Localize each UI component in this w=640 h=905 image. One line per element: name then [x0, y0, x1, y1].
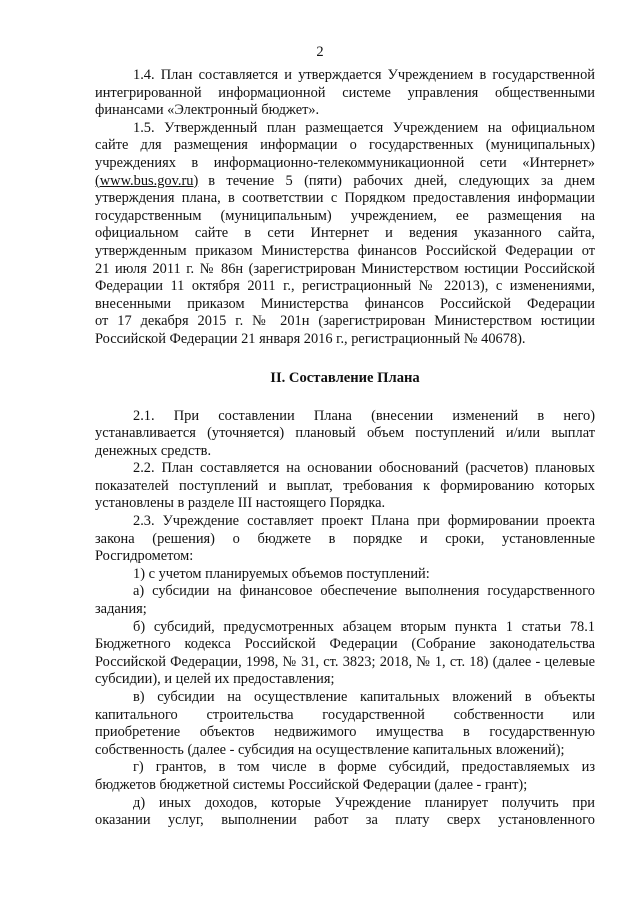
text-line: 2.1. При составлении Плана (внесении изменений в него) — [133, 407, 595, 424]
text-line: приобретение объектов недвижимого имущества в государственную — [95, 724, 595, 741]
bus-gov-link[interactable]: (www.bus.gov.ru) — [95, 172, 199, 189]
text-line: д) иных доходов, которые Учреждение планирует получить при — [133, 794, 595, 811]
list-item-g — [95, 759, 595, 794]
spacer — [95, 349, 595, 369]
text-line: интегрированной информационной системе управления общественными — [95, 84, 595, 101]
text-line: а) субсидии на финансовое обеспечение выполнения государственного — [133, 583, 595, 600]
paragraph-2-3 — [95, 513, 595, 566]
text-line: официальном сайте в сети Интернет и ведения указанного сайта, — [95, 225, 595, 242]
paragraph-1-5 — [95, 120, 595, 349]
paragraph-1-4 — [95, 67, 595, 120]
text-line: утверждения плана, в соответствии с Порядком предоставления информации — [95, 190, 595, 207]
text-line: капитального строительства государственной собственности или — [95, 706, 595, 723]
text-line: в) субсидии на осуществление капитальных вложений в объекты — [133, 689, 595, 705]
text-line: государственным (муниципальным) учреждением, ее размещения на — [95, 207, 595, 224]
text-line: внесенными приказом Министерства финансов Российской Федерации — [95, 295, 595, 312]
spacer — [95, 387, 595, 408]
text-line: задания; — [95, 601, 147, 618]
text-line: Росгидрометом: — [95, 548, 194, 565]
text-line: устанавливается (уточняется) плановый объем поступлений и/или выплат — [95, 425, 595, 442]
text-line: 1.4. План составляется и утверждается Учреждением в государственной — [133, 67, 595, 83]
text-line: Федерации 11 октября 2011 г., регистрационный № 22013), с изменениями, — [95, 278, 595, 295]
text-line: 2.3. Учреждение составляет проект Плана при формировании проекта — [133, 513, 595, 530]
text-line: установлены в разделе III настоящего Порядка. — [95, 495, 386, 512]
text-line: б) субсидий, предусмотренных абзацем вторым пункта 1 статьи 78.1 — [133, 618, 595, 635]
text-line-rest: в течение 5 (пяти) рабочих дней, следующих за днем — [208, 172, 595, 189]
page-number: 2 — [316, 44, 324, 60]
text-line: собственность (далее - субсидия на осуществление капитальных вложений); — [95, 741, 565, 758]
text-line: Бюджетного кодекса Российской Федерации (Собрание законодательства — [95, 636, 595, 653]
list-item-1: 1) с учетом планируемых объемов поступлений: — [133, 565, 430, 582]
text-line: 2.2. План составляется на основании обоснований (расчетов) плановых — [133, 460, 595, 477]
document-body — [95, 67, 595, 830]
text-line: финансами «Электронный бюджет». — [95, 102, 320, 119]
text-line: оказании услуг, выполнении работ за плату сверх установленного — [95, 812, 595, 829]
list-item-a — [95, 583, 595, 618]
text-line: бюджетов бюджетной системы Российской Федерации (далее - грант); — [95, 776, 528, 793]
text-line: Российской Федерации 21 января 2016 г., регистрационный № 40678). — [95, 330, 526, 347]
text-line: сайте для размещения информации о государственных (муниципальных) — [95, 137, 595, 154]
text-line: 21 июля 2011 г. № 86н (зарегистрирован Министерством юстиции Российской — [95, 260, 595, 277]
text-line: денежных средств. — [95, 442, 212, 459]
text-line: Российской Федерации, 1998, № 31, ст. 3823; 2018, № 1, ст. 18) (далее - целевые — [95, 653, 595, 670]
text-line: показателей поступлений и выплат, требования к формированию которых — [95, 477, 595, 494]
text-line: утвержденным приказом Министерства финансов Российской Федерации от — [95, 242, 595, 259]
text-line: субсидии), и целей их предоставления; — [95, 671, 335, 688]
list-item-d — [95, 795, 595, 830]
text-line — [95, 173, 595, 191]
text-line: г) грантов, в том числе в форме субсидий, предоставляемых из — [133, 759, 595, 776]
text-line: 1.5. Утвержденный план размещается Учреждением на официальном — [133, 119, 595, 136]
paragraph-2-2 — [95, 460, 595, 513]
text-line: от 17 декабря 2015 г. № 201н (зарегистрирован Министерством юстиции — [95, 313, 595, 330]
text-line: учреждениях в информационно-телекоммуникационной сети «Интернет» — [95, 154, 595, 171]
text-line: закона (решения) о бюджете в порядке и сроки, установленные — [95, 530, 595, 547]
section-heading: II. Составление Плана — [270, 369, 420, 386]
paragraph-2-1 — [95, 408, 595, 461]
list-item-b — [95, 619, 595, 689]
list-item-v — [95, 689, 595, 759]
